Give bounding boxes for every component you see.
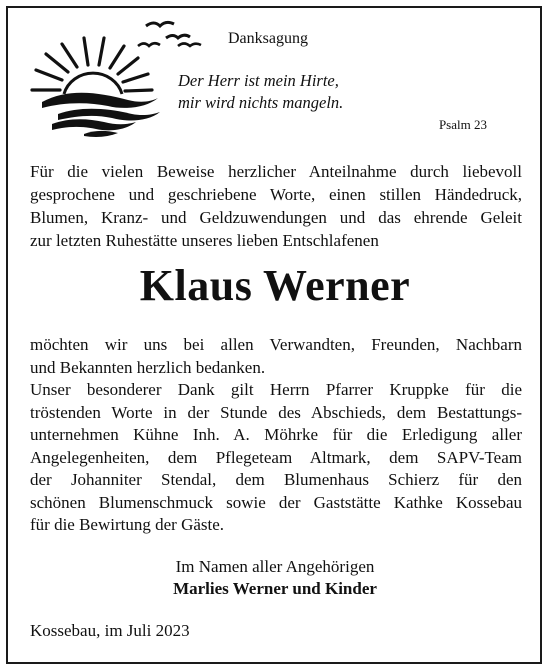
notice-heading: Danksagung [228,30,308,47]
bird-icon [138,43,160,46]
thanks-line: Unser besonderer Dank gilt Herrn Pfarrer Kruppke für die [30,380,522,399]
sun-icon [64,73,122,94]
psalm-line-1: Der Herr ist mein Hirte, [178,71,339,90]
closing-block [0,556,550,600]
psalm-reference: Psalm 23 [438,117,487,132]
thanks-line: für die Bewirtung der Gäste. [30,515,225,534]
bird-icon [146,22,174,26]
place-date: Kossebau, im Juli 2023 [30,621,190,640]
sun-rays-icon [32,38,152,91]
thanks-line: tröstenden Worte in der Stunde des Abschieds, dem Bestattungs- [30,402,522,422]
thanks-paragraph [30,334,522,537]
thanks-line: unternehmen Kühne Inh. A. Möhrke für die Erledigung aller [30,425,522,444]
intro-line: Blumen, Kranz- und Geldzuwendungen und das ehrende Geleit [30,208,522,227]
thanks-line: möchten wir uns bei allen Verwandten, Freunden, Nachbarn [30,335,522,354]
thanks-line: der Johanniter Stendal, dem Blumenhaus Schierz für den [30,470,522,489]
psalm-line-2: mir wird nichts mangeln. [178,93,344,112]
bird-icon [166,35,190,38]
deceased-name: Klaus Werner [139,261,411,310]
intro-paragraph [30,160,522,252]
thanks-line: und Bekannten herzlich bedanken. [30,357,266,377]
closing-line: Im Namen aller Angehörigen [175,557,375,576]
psalm-quote [178,70,343,114]
bird-icon [178,44,201,47]
intro-line: gesprochene und geschriebene Worte, einen stillen Händedruck, [30,185,522,204]
thanks-line: Angelegenheiten, dem Pflegeteam Altmark, dem SAPV-Team [30,447,522,467]
intro-line: zur letzten Ruhestätte unseres lieben Entschlafenen [30,231,379,250]
thanks-line: schönen Blumenschmuck sowie der Gaststätte Kathke Kossebau [30,492,522,512]
signers: Marlies Werner und Kinder [173,579,377,598]
waves-icon [42,93,160,137]
intro-line: Für die vielen Beweise herzlicher Anteilnahme durch liebevoll [30,162,522,181]
